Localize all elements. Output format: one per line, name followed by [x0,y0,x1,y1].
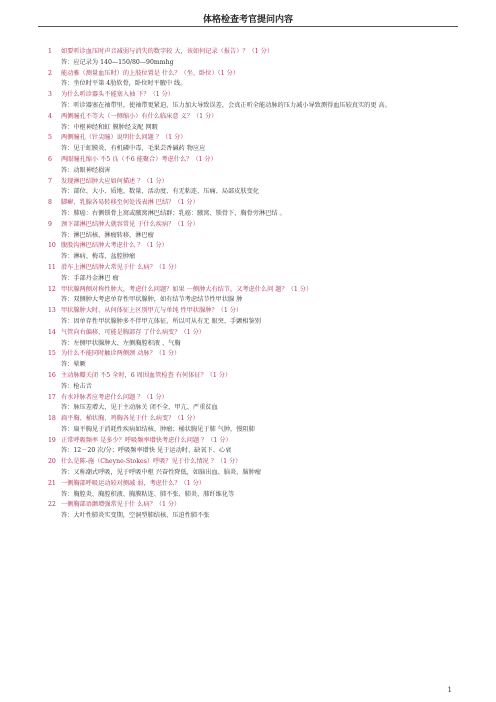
question-body: 两眼瞳孔缩小 不5 良（不6 能聚合）考虑什么？（1 分） [61,155,217,163]
question-body: 甲状腺肿大时，从何体征上区别甲亢与单纯 性甲状腺肿？（1 分） [61,307,243,315]
question-text [48,263,454,274]
qa-item [48,457,454,479]
question-body: 什么是陈-施（Cheyne-Stokes）呼吸？见于什么情况 ？（1 分） [61,458,242,466]
question-body: 两侧瞳孔不等大（一侧缩小）有什么临床意 义？（1 分） [61,112,218,120]
qa-item [48,177,454,199]
question-number: 16 [48,371,56,379]
question-number: 2 [48,69,52,77]
question-body: 一侧胸部语颤增强常见于什 么病？（1 分） [61,501,181,509]
question-number: 6 [48,155,52,163]
question-text [48,241,454,252]
question-text [48,479,454,490]
question-text [48,90,454,101]
question-body: 如要听诊血压时声音减弱与消失的数字较 大，该如何记录（报告）？（1 分） [61,48,274,55]
qa-item [48,241,454,263]
header-rule [38,26,458,27]
question-number: 10 [48,242,56,250]
question-text [48,285,454,296]
question-body: 脚癣、乳腺各易转移至何处浅表淋 巴结？（1 分） [61,199,199,207]
qa-item [48,414,454,436]
qa-item [48,500,454,522]
question-text [48,155,454,166]
question-text [48,47,454,58]
question-list [48,47,454,522]
qa-item [48,155,454,177]
answer-text: 答：听诊器塞在袖带里，使袖带更紧迫，压力加大导致误差，会真正听全能动脉的压力减小导致测得血压较真实的更 高。 [61,101,391,109]
answer-text: 答：淋巴结核、淋瘤转移、淋巴瘤 [61,231,154,239]
answer-text: 答：部位、大小、质地、数量、活动度、有无粘连、压痛、局部皮肤变化 [61,188,259,196]
answer-text: 答：见于虹膜炎、有机磷中毒、毛果芸香碱药 物应应 [61,145,206,153]
question-text [48,198,454,209]
qa-item [48,112,454,134]
question-text [48,69,454,80]
question-body: 能动雅（测量血压时）的上肢位置是 什么？（坐、卧位）（1 分） [61,69,240,77]
qa-item [48,198,454,220]
answer-text: 答：应记录为 140—150/80—90mmhg [61,58,174,66]
question-number: 5 [48,134,52,142]
answer-text: 答：12－20 次/分；呼吸频率增快 见于运动时、缺氧下、心衰 [61,447,232,455]
question-body: 颈下部淋巴结肿大就容常见 于什么疾病？（1 分） [61,220,199,228]
question-number: 17 [48,393,56,401]
question-text [48,112,454,123]
question-number: 9 [48,220,52,228]
qa-item [48,436,454,458]
answer-text: 答：晕厥 [61,361,86,369]
qa-item [48,479,454,501]
question-body: 滑车上淋巴结肿大常见于什 么病？（1 分） [61,263,181,271]
answer-text: 答：胸腔炎、胸腔积液、胸膜粘连、肺不张、肺炎、肺纤维化等 [61,490,235,498]
answer-text: 答：大叶性肺炎实变期，空洞型肺结核、压迫性肺不张 [61,512,210,520]
page-number: 1 [447,686,452,694]
question-number: 20 [48,458,56,466]
question-body: 扁平胸、桶状胸、鸡胸各见于什 么病变？（1 分） [61,415,199,423]
question-number: 15 [48,350,56,358]
question-body: 气管向右偏移，可能是胸部存 了什么病变？（1 分） [61,328,205,336]
question-number: 7 [48,177,52,185]
question-number: 8 [48,199,52,207]
question-number: 3 [48,91,52,99]
qa-item [48,285,454,307]
question-number: 21 [48,479,56,487]
question-text [48,371,454,382]
question-text [48,133,454,144]
question-number: 1 [48,48,52,55]
qa-item [48,328,454,350]
question-body: 发现淋巴结肿大应如何描述 ？（1 分） [61,177,168,185]
question-text [48,220,454,231]
answer-text: 答：枪击音 [61,382,92,390]
question-number: 12 [48,285,56,293]
answer-text: 答：扁平胸见于消耗性疾病如结核、肿瘤；桶状胸见于肺 气肿，慢阻肺 [61,425,255,433]
answer-text: 答：坐位时平第 4肋软骨，卧位时平腋中 线。 [61,80,187,88]
answer-text: 答：又称潮式呼吸，见于呼吸中枢 兴奋性降低，如脑出血、脑炎、脑肿瘤 [61,469,261,477]
question-text [48,436,454,447]
question-number: 18 [48,415,56,423]
answer-text: 答：双侧肿大考虑单存性甲状腺肿，如有结节考虑结节性甲状腺 肿 [61,296,243,304]
answer-text: 答：淋病、梅毒、盆腔肿瘤 [61,253,136,261]
qa-item [48,69,454,91]
qa-item [48,393,454,415]
answer-text: 答：脉压差增大，见于主动脉关 闭不全，甲亢、严重贫血 [61,404,218,412]
qa-item [48,349,454,371]
question-text [48,500,454,511]
question-text [48,328,454,339]
question-body: 为什么听诊器头不能塞入袖 下？（1 分） [61,91,175,99]
qa-item [48,90,454,112]
answer-text: 答：手部丹金淋巴 瘤 [61,274,119,282]
question-body: 为什么不能同时触诊两侧颈 动脉？（1 分） [61,350,181,358]
question-body: 正常呼吸频率 是多少？呼吸频率增快考虑什么问题 ？（1 分） [61,436,232,444]
answer-text: 答：中枢神经和虹 膜肿经支配 网暇 [61,123,158,131]
question-body: 主动脉瓣关闭 不5 全时，6 周围血管检查 有何体征？（1 分） [61,371,232,379]
page-header-title: 体格检查考官提问内容 [202,15,293,25]
question-body: 两侧瞳孔（针尖瞳）说明什么问题 ？（1 分） [61,134,187,142]
question-number: 13 [48,307,56,315]
answer-text: 答：因单存性甲状腺肿多不伴甲亢体征，所以可从有无 眼突、手颤相鉴别 [61,317,261,325]
question-number: 22 [48,501,56,509]
question-number: 14 [48,328,56,336]
question-text [48,414,454,425]
qa-item [48,306,454,328]
question-text [48,457,454,468]
answer-text: 答：肺癌：右侧锁骨上窝或腋窝淋巴结群；乳癌：腋窝、锁骨下，胸骨旁淋巴结 。 [61,209,286,217]
question-text [48,306,454,317]
qa-item [48,133,454,155]
question-text [48,393,454,404]
question-body: 有水冲脉者应考虑什么问题 ？（1 分） [61,393,168,401]
answer-text: 答：动眼神经损害 [61,166,111,174]
question-body: 一侧胸部呼吸运动较对侧减 弱，考虑什么？（1 分） [61,479,205,487]
question-number: 11 [48,263,56,271]
qa-item [48,220,454,242]
answer-text: 答：左侧甲状腺肿大、左侧胸腔积液 、气胸 [61,339,181,347]
qa-item [48,47,454,69]
question-number: 4 [48,112,52,120]
question-text [48,177,454,188]
qa-item [48,263,454,285]
question-body: 腹股沟淋巴结肿大考虑什么 ？（1 分） [61,242,168,250]
question-number: 19 [48,436,56,444]
question-body: 甲状腺两侧对称性肿大，考虑什么问题？如果 一侧肿大有结节，又考虑什么问 题？（1 分） [61,285,313,293]
qa-item [48,371,454,393]
question-text [48,349,454,360]
